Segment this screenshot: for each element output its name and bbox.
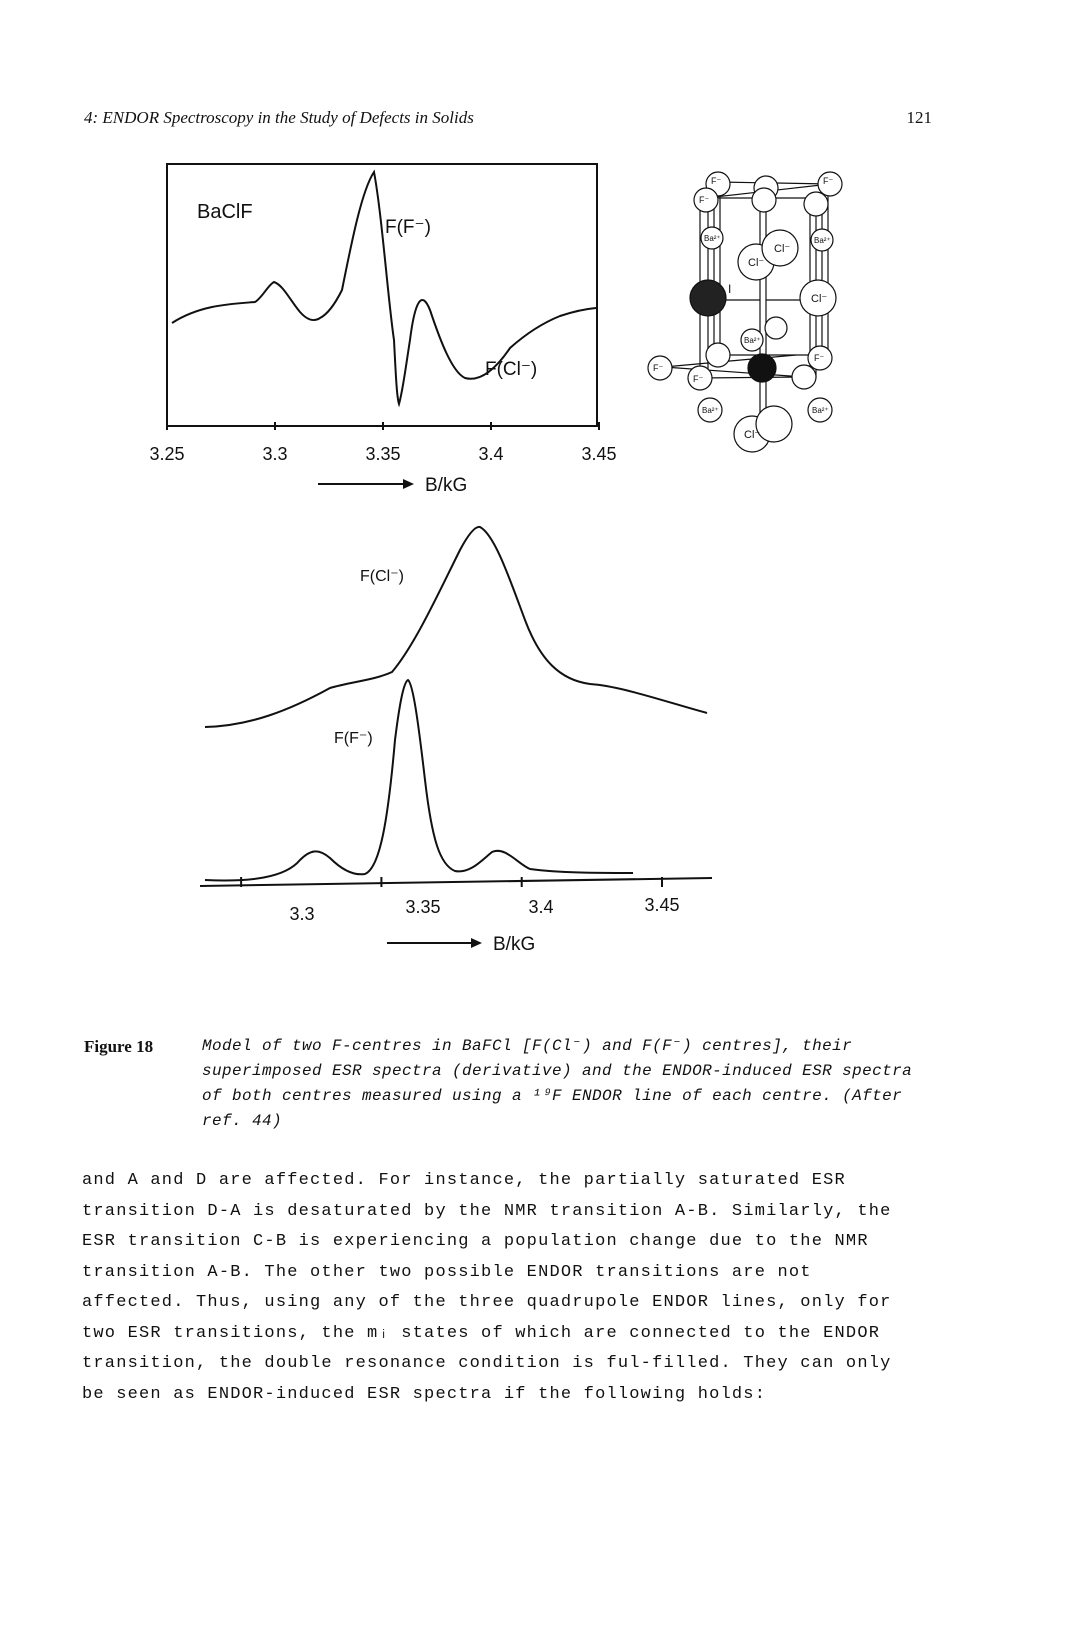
ion-label: F⁻	[814, 353, 825, 363]
caption-text: Model of two F-centres in BaFCl [F(Cl⁻) and F(F⁻) centres], their superimposed ESR spectra (derivative) and the ENDOR-induced ESR spectra of both centres measured using a ¹⁹F ENDOR line of each centre. (After ref. 44)	[202, 1037, 913, 1130]
series-label-ff: F(F⁻)	[334, 730, 373, 747]
figure-label: Figure 18	[84, 1037, 154, 1056]
body-paragraph: and A and D are affected. For instance, the partially saturated ESR transition D-A is desaturated by the NMR transition A-B. Similarly, the ESR transition C-B is experiencing a population change due to the NMR transition A-B. The other two possible ENDOR transitions are not affected. Thus, using any of the three quadrupole ENDOR lines, only for two ESR transitions, the mᵢ states of which are connected to the ENDOR transition, the double resonance condition is ful-filled. They can only be seen as ENDOR-induced ESR spectra if the following holds:	[82, 1171, 892, 1404]
ion-label: F⁻	[711, 176, 722, 186]
ion-label: Ba²⁺	[814, 236, 831, 245]
ion-label: Ba²⁺	[704, 234, 721, 243]
ion-label: Cl⁻	[774, 243, 791, 255]
x-tick-label: 3.4	[478, 444, 504, 464]
ion-label: Cl⁻	[744, 429, 761, 441]
x-tick-label: 3.3	[289, 904, 315, 924]
x-tick-label: 3.35	[365, 444, 401, 464]
page-number: 121	[906, 108, 932, 127]
sample-label: BaClF	[197, 201, 253, 223]
running-header: 4: ENDOR Spectroscopy in the Study of Defects in Solids	[84, 108, 474, 127]
series-line-fcl	[205, 527, 707, 727]
ion-label: Ba²⁺	[744, 336, 761, 345]
series-line-ff	[205, 680, 633, 880]
x-axis-label: B/kG	[493, 934, 536, 955]
series-label-fcl: F(Cl⁻)	[360, 568, 404, 585]
ion-label: Ba²⁺	[812, 406, 829, 415]
esr-derivative-chart	[149, 164, 616, 496]
x-tick-label: 3.3	[262, 444, 288, 464]
ion-label: Cl⁻	[748, 257, 765, 269]
x-tick-label: 3.45	[581, 444, 617, 464]
annotation-ff: F(F⁻)	[385, 217, 431, 238]
x-axis-line	[200, 878, 712, 886]
ion-label: F⁻	[823, 176, 834, 186]
annotation-fcl: F(Cl⁻)	[485, 359, 538, 380]
endor-induced-esr-chart	[200, 527, 712, 955]
arrow-head	[403, 479, 414, 489]
figure-caption	[84, 1034, 914, 1134]
interstitial-label: I	[728, 282, 732, 296]
x-tick-label: 3.4	[528, 897, 554, 917]
ion-label: F⁻	[653, 363, 664, 373]
x-tick-label: 3.45	[644, 895, 680, 915]
x-tick-label: 3.35	[405, 897, 441, 917]
ion-label: F⁻	[699, 195, 710, 205]
x-axis-label: B/kG	[425, 475, 468, 496]
arrow-head	[471, 938, 482, 948]
ion-label: F⁻	[693, 374, 704, 384]
crystal-structure-model	[648, 172, 842, 452]
ion-label: Ba²⁺	[702, 406, 719, 415]
ion-label: Cl⁻	[811, 293, 828, 305]
x-tick-label: 3.25	[149, 444, 185, 464]
